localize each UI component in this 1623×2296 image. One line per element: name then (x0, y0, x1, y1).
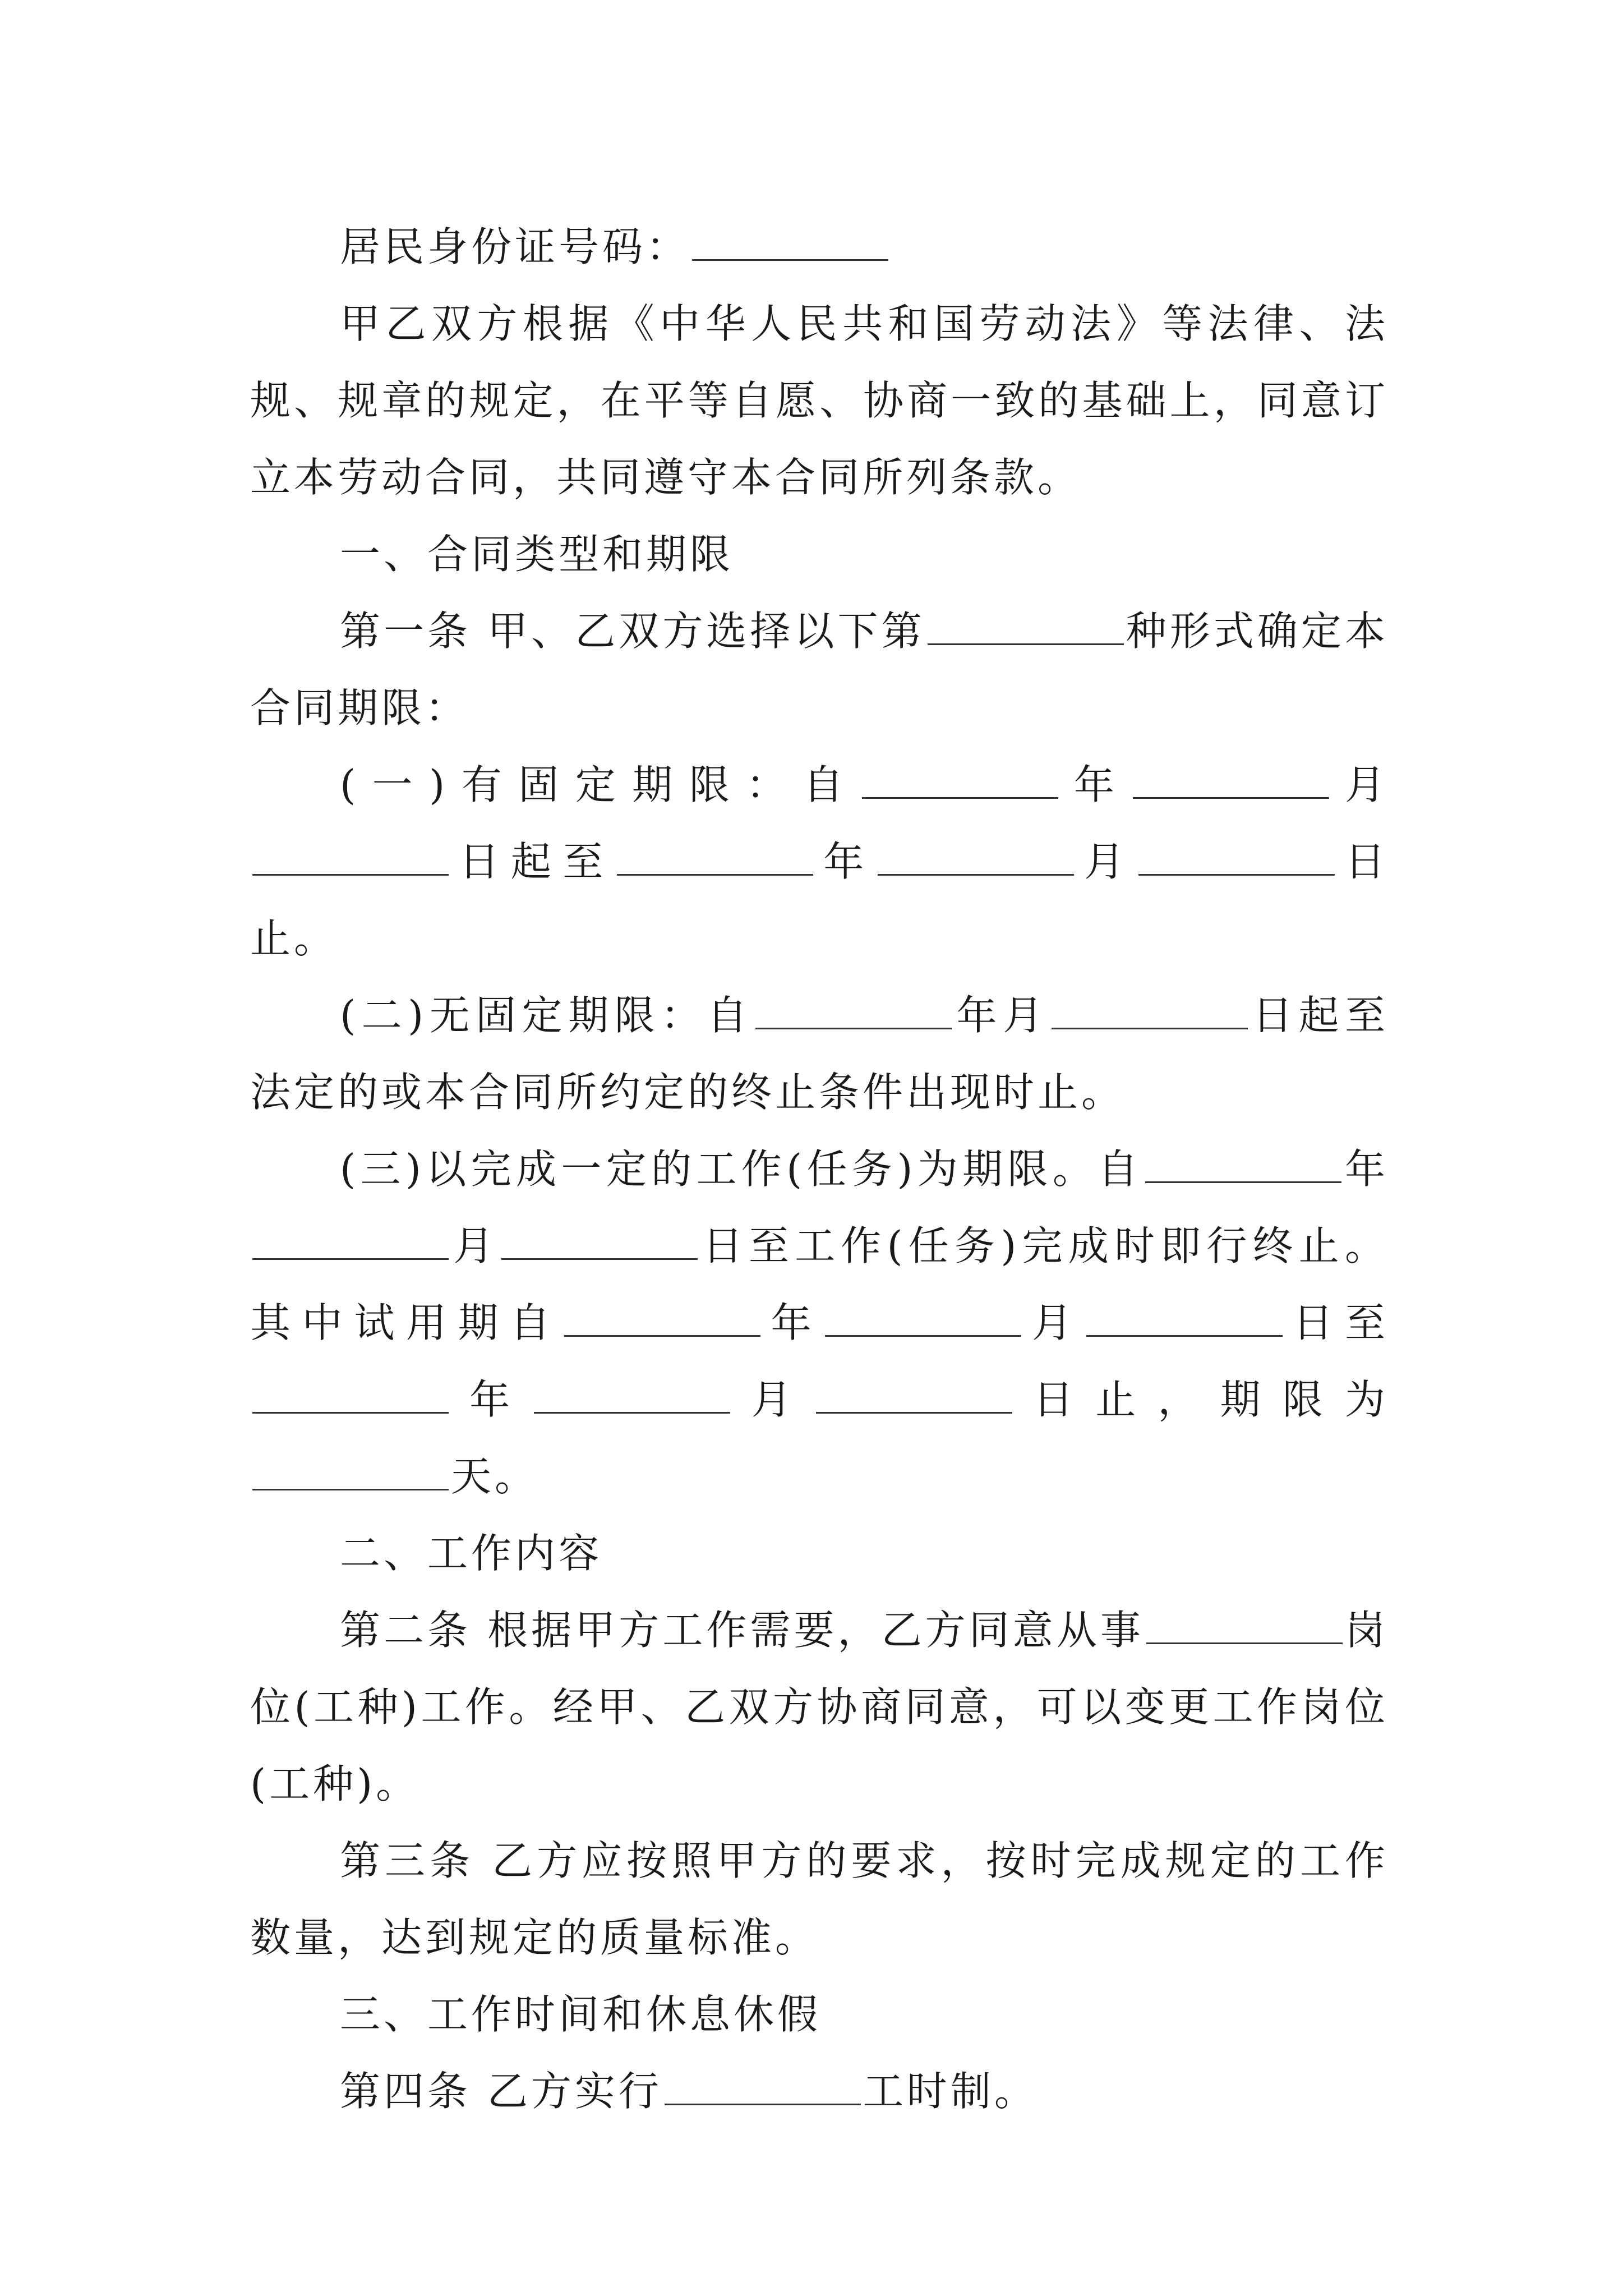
fixed-term-text-d: 日起至 (451, 838, 615, 885)
start-day-blank (252, 840, 449, 876)
task-term-text-j: 日止，期限为 (1014, 1376, 1389, 1423)
article-2-paragraph (250, 1592, 1389, 1823)
month-label: 月 (732, 1376, 814, 1423)
probation-end-day-blank (816, 1378, 1012, 1414)
fixed-term-text-a: (一)有固定期限：自 (340, 761, 860, 808)
open-term-paragraph (250, 977, 1389, 1131)
article-2-text-b: 岗位(工种)工作。经甲、乙双方协商同意，可以变更工作岗位(工种)。 (250, 1607, 1389, 1807)
task-day-blank (501, 1225, 698, 1260)
year-label: 年 (762, 1299, 823, 1346)
section-heading-text: 三、工作时间和休息休假 (340, 1991, 822, 2038)
task-term-text-a: (三)以完成一定的工作(任务)为期限。自 (340, 1145, 1143, 1193)
year-label: 年 (1343, 1145, 1389, 1193)
task-term-text-k: 天。 (451, 1453, 539, 1500)
section-heading-text: 二、工作内容 (340, 1530, 603, 1577)
month-label: 月 (1331, 761, 1389, 808)
article-4-text-b: 工时制。 (863, 2068, 1038, 2115)
task-term-paragraph (250, 1131, 1389, 1515)
preamble-text: 甲乙双方根据《中华人民共和国劳动法》等法律、法规、规章的规定，在平等自愿、协商一致的基础上，同意订立本劳动合同，共同遵守本合同所列条款。 (250, 300, 1389, 501)
document-body (250, 209, 1389, 2130)
probation-start-month-blank (825, 1301, 1021, 1337)
end-day-blank (1138, 840, 1335, 876)
open-term-text-a: (二)无固定期限：自 (340, 992, 754, 1039)
article-2-text-a: 第二条 根据甲方工作需要，乙方同意从事 (340, 1607, 1144, 1654)
article-3-text: 第三条 乙方应按照甲方的要求，按时完成规定的工作数量，达到规定的质量标准。 (250, 1837, 1389, 1961)
position-blank (1146, 1609, 1343, 1644)
form-number-blank (928, 610, 1124, 645)
end-month-blank (878, 840, 1074, 876)
probation-start-day-blank (1086, 1301, 1283, 1337)
month-label: 月 (1023, 1299, 1084, 1346)
fixed-term-paragraph (250, 747, 1389, 977)
task-term-text-d: 日至工作(任务)完成时即行终止。其中试用期自 (250, 1222, 1389, 1346)
section-heading-work-hours (250, 1976, 1389, 2053)
open-term-text-c: 日起至法定的或本合同所约定的终止条件出现时止。 (250, 992, 1389, 1116)
article-3-paragraph (250, 1823, 1389, 1976)
task-term-text-g: 日至 (1284, 1299, 1389, 1346)
probation-end-month-blank (534, 1378, 730, 1414)
work-hours-system-blank (665, 2070, 861, 2105)
probation-days-blank (252, 1455, 449, 1490)
month-label: 月 (451, 1222, 500, 1269)
probation-start-year-blank (564, 1301, 760, 1337)
probation-end-year-blank (252, 1378, 449, 1414)
preamble-paragraph (250, 286, 1389, 516)
article-1-text-a: 第一条 甲、乙双方选择以下第 (340, 608, 925, 655)
section-heading-text: 一、合同类型和期限 (340, 531, 734, 578)
article-4-text-a: 第四条 乙方实行 (340, 2068, 662, 2115)
open-term-text-b: 年月 (954, 992, 1049, 1039)
open-term-day-blank (1052, 994, 1248, 1029)
open-term-year-blank (755, 994, 952, 1029)
year-label: 年 (1061, 761, 1131, 808)
article-4-paragraph (250, 2053, 1389, 2130)
id-number-blank (692, 226, 888, 261)
article-1-text-b: 种形式确定本合同期限： (250, 608, 1389, 731)
month-label: 月 (1076, 838, 1136, 885)
article-1-paragraph (250, 593, 1389, 747)
task-year-blank (1145, 1148, 1341, 1183)
section-heading-contract-type (250, 516, 1389, 593)
year-label: 年 (815, 838, 875, 885)
start-year-blank (862, 763, 1058, 799)
section-heading-work-content (250, 1515, 1389, 1592)
year-label: 年 (451, 1376, 532, 1423)
fixed-term-text-g: 日止。 (250, 838, 1389, 962)
end-year-blank (617, 840, 813, 876)
id-number-label: 居民身份证号码： (340, 223, 690, 270)
task-month-blank (252, 1225, 449, 1260)
start-month-blank (1133, 763, 1329, 799)
id-number-line (250, 209, 1389, 286)
